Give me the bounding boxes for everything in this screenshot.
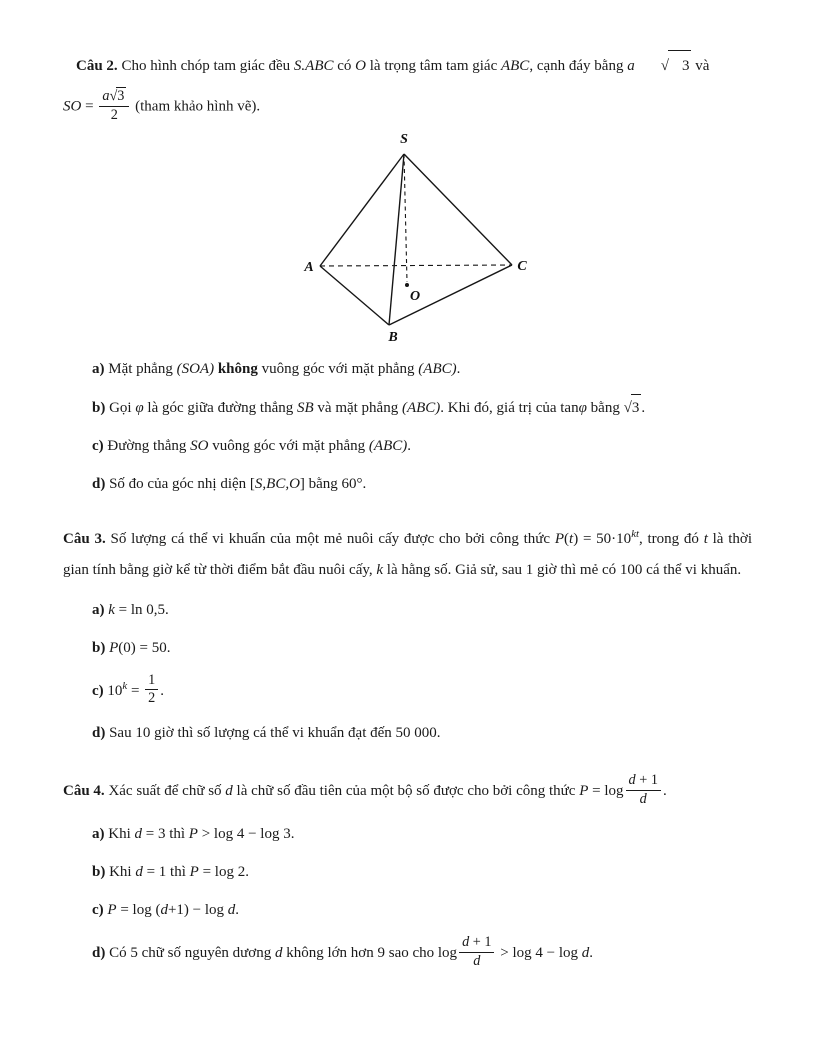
q3-item-c: c) $10^k$ = $\frac{1}{2}$ . [92,671,165,707]
edge-sb [389,154,404,325]
edge-ab [320,266,389,325]
edge-sa [320,154,404,266]
centroid-label-o: O [409,288,421,304]
pyramid-svg [300,130,550,345]
q3-item-b: b) P(0) = 50. [92,639,171,656]
vertex-label-s: S [400,131,408,147]
q2-intro-line2: SO = $\frac{a√3}{2}$ (tham khảo hình vẽ). [63,88,261,123]
altitude-so-dashed [404,154,407,282]
vertex-label-b: B [388,329,398,345]
question-3 [63,524,752,748]
q4-item-d: d) Có 5 chữ số nguyên dương d không lớn hơn 9 sao cho log $\frac{d + 1}{d}$ > log 4 − log d. [92,933,593,969]
vertex-label-a: A [304,259,314,275]
question-4 [63,773,752,971]
pyramid-dashed-edges [320,154,512,282]
q4-item-b: b) Khi d = 1 thì P = log 2. [92,863,249,880]
centroid-point [405,283,409,287]
q2-item-b: b) Gọi φ là góc giữa đường thẳng SB và mặt phẳng (ABC). Khi đó, giá trị của tanφ bằng √3 . [63,394,752,422]
edge-bc [389,265,512,325]
pyramid-figure [300,130,550,345]
q3-intro: Câu 3. Số lượng cá thể vi khuẩn của một mẻ nuôi cấy được cho bởi công thức $P(t) = 50\cdot 10^{kt}$, trong đó t là thời gian tính bằng giờ kể từ thời điểm bắt đầu nuôi cấy, k là hằng số. Giả sử, sau 1 giờ thì mẻ có 100 cá thể vi khuẩn. [63,527,753,578]
q4-item-a: a) Khi d = 3 thì P > log 4 − log 3. [92,825,295,842]
q3-item-a: a) k = ln 0,5. [92,601,169,618]
q2-item-d: d) Số đo của góc nhị diện [S,BC,O] bằng 60°. [92,475,367,492]
q3-item-d: d) Sau 10 giờ thì số lượng cá thể vi khuẩn đạt đến 50 000. [92,725,441,742]
q2-intro-line1: Câu 2. Cho hình chóp tam giác đều S.ABC có O là trọng tâm tam giác ABC, cạnh đáy bằng a √ 3 và [63,50,752,82]
edge-ac-dashed [320,265,512,266]
vertex-label-c: C [517,258,527,274]
q4-intro: Câu 4. Xác suất để chữ số d là chữ số đầu tiên của một bộ số được cho bởi công thức P = log $\frac{d + 1}{d}$ . [63,772,667,808]
q4-item-c: c) P = log (d+1) − log d. [92,901,240,918]
q2-item-a: a) Mặt phẳng (SOA) không vuông góc với mặt phẳng (ABC). [92,360,461,377]
edge-sc [404,154,512,265]
question-2 [63,50,752,498]
q2-item-c: c) Đường thẳng SO vuông góc với mặt phẳng (ABC). [92,437,411,454]
